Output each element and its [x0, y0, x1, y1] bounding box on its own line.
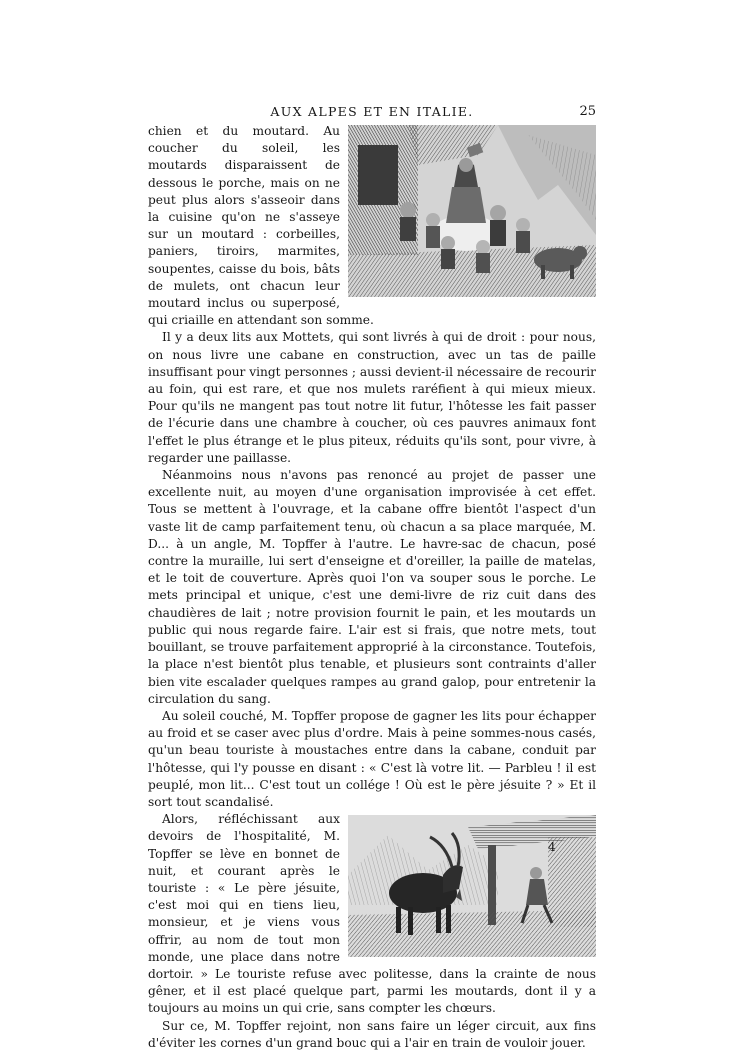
engraving-children-in-hut [348, 125, 596, 297]
running-title: AUX ALPES ET EN ITALIE. [270, 104, 474, 119]
engraving-goat [348, 815, 596, 957]
page-header [148, 104, 596, 122]
paragraph-3: Néanmoins nous n'avons pas renoncé au projet de passer une excellente nuit, au moyen d'une organisation improvisée à cet effet. Tous se mettent à l'ouvrage, et la cabane offre bientôt l'aspect d'un vaste lit de camp parfaitement tenu, où chacun a sa place marquée, M. D... à un angle, M. Topffer à l'autre. Le havre-sac de chacun, posé contre la muraille, lui sert d'enseigne et d'oreiller, la paille de matelas, et le toit de couverture. Après quoi l'on va souper sous le porche. Le mets principal et unique, c'est une demi-livre de riz cuit dans des chaudières de lait ; notre provision fournit le pain, et les moutards un public qui nous regarde faire. L'air est si frais, que notre mets, tout bouillant, se trouve parfaitement approprié à la circonstance. Toutefois, la place n'est bientôt plus tenable, et plusieurs sont contraints d'aller bien vite escalader quelques rampes au grand galop, pour entretenir la circulation du sang. [148, 468, 596, 706]
paragraph-4: Au soleil couché, M. Topffer propose de gagner les lits pour échapper au froid et se caser avec plus d'ordre. Mais à peine sommes-nous casés, qu'un beau touriste à moustaches entre dans la cabane, conduit par l'hôtesse, qui l'y pousse en disant : « C'est là votre lit. — Parbleu ! il est peuplé, mon lit... C'est tout un collége ! Où est le père jésuite ? » Et il sort tout scandalisé. [148, 708, 596, 809]
body-text [148, 123, 596, 1052]
page-number: 25 [579, 104, 596, 119]
paragraph-6: Sur ce, M. Topffer rejoint, non sans faire un léger circuit, aux fins d'éviter les cornes d'un grand bouc qui a l'air en train de vouloir jouer. [148, 1018, 596, 1050]
signature-mark: 4 [548, 840, 556, 854]
paragraph-2: Il y a deux lits aux Mottets, qui sont livrés à qui de droit : pour nous, on nous livre une cabane en construction, avec un tas de paille insuffisant pour vingt personnes ; aussi devient-il nécessaire de recourir au foin, qui est rare, et que nos mulets raréfient à qui mieux mieux. Pour qu'ils ne mangent pas tout notre lit futur, l'hôtesse les fait passer de l'écurie dans une chambre à coucher, où ces pauvres animaux font l'effet le plus étrange et le plus piteux, réduits qu'ils sont, pour vivre, à regarder une paillasse. [148, 330, 597, 465]
paragraph-5: Alors, réfléchissant aux devoirs de l'hospitalité, M. Topffer se lève en bonnet de nuit, et courant après le touriste : « Le père jésuite, c'est moi qui en tiens lieu, monsieur, et je viens vous offrir, au nom de tout mon monde, une place dans notre dortoir. » Le touriste refuse avec politesse, dans la crainte de nous gêner, et il est placé quelque part, parmi les moutards, dont il y a toujours au moins un qui crie, sans compter les chœurs. [148, 812, 596, 1016]
paragraph-1: chien et du moutard. Au coucher du soleil, les moutards disparaissent de dessous le porche, mais on ne peut plus alors s'asseoir dans la cuisine qu'on ne s'asseye sur un moutard : corbeilles, paniers, tiroirs, marmites, soupentes, caisse du bois, bâts de mulets, ont chacun leur moutard inclus ou superposé, qui criaille en attendant son somme. [148, 124, 374, 328]
